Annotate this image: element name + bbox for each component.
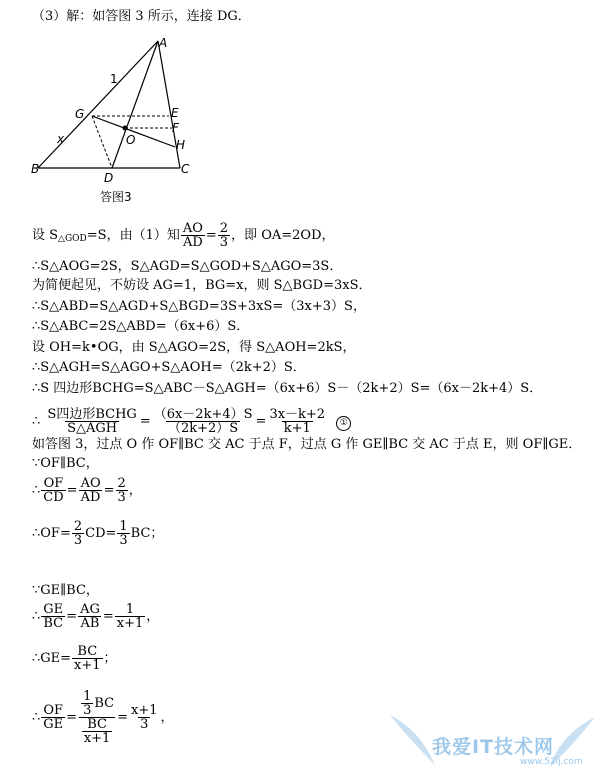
line-5: ∴S△ABC=2S△ABD=（6x+6）S． xyxy=(32,319,250,334)
line-14: ∵GE∥BC， xyxy=(32,583,99,598)
label-e: E xyxy=(171,106,179,120)
watermark-url: www.52ij.com xyxy=(520,757,583,767)
label-x: x xyxy=(57,132,65,146)
line-4: ∴S△ABD=S△AGD+S△BGD=3S+3xS=（3x+3）S， xyxy=(32,299,366,314)
label-h: H xyxy=(176,138,186,152)
line-11: ∵OF∥BC， xyxy=(32,456,99,471)
line-2: ∴S△AOG=2S，S△AGD=S△GOD+S△AGO=3S． xyxy=(32,259,343,274)
label-d: D xyxy=(104,171,114,185)
line-7: ∴S△AGH=S△AGO+S△AOH=（2k+2）S． xyxy=(32,360,306,375)
line-15: ∴ $\frac{GE}{BC}$ = $\frac{AG}{AB}$ = $\frac{1}{x+1}$ ， xyxy=(32,602,160,631)
line-13: ∴OF= $\frac{2}{3}$ CD= $\frac{1}{3}$ BC； xyxy=(32,519,164,548)
line-10: 如答图 3，过点 O 作 OF∥BC 交 AC 于点 F，过点 G 作 GE∥BC 交 AC 于点 E，则 OF∥GE． xyxy=(32,437,582,452)
label-f: F xyxy=(172,121,179,135)
label-c: C xyxy=(181,162,190,176)
line-16: ∴GE= $\frac{BC}{x+1}$ ； xyxy=(32,644,117,673)
line-3: 为简便起见，不妨设 AG=1，BG=x，则 S△BGD=3xS． xyxy=(32,278,372,293)
line-1: 设 $S_{\triangle GOD}=S$，由（1）知 $\frac{AO}{AD}$ = $\frac{2}{3}$ ，即 OA=2OD， xyxy=(32,221,335,250)
label-g: G xyxy=(75,107,85,121)
line-8: ∴S 四边形BCHG=S△ABC－S△AGH=（6x+6）S－（2k+2）S=（6x－2k+4）S． xyxy=(32,381,543,396)
line-6: 设 OH=k•OG，由 S△AGO=2S，得 S△AOH=2kS， xyxy=(32,340,356,355)
label-one: 1 xyxy=(110,72,118,86)
label-o: O xyxy=(126,133,136,147)
header-line: （3）解：如答图 3 所示，连接 DG． xyxy=(32,9,251,24)
point-o xyxy=(123,126,128,131)
line-ad xyxy=(112,41,158,168)
line-12: ∴ $\frac{OF}{CD}$ = $\frac{AO}{AD}$ = $\frac{2}{3}$ ， xyxy=(32,476,142,505)
label-b: B xyxy=(31,162,40,176)
edge-ab xyxy=(38,41,158,168)
label-a: A xyxy=(159,36,168,50)
line-9: ∴ $\frac{\text{S四边形BCHG}}{\text{S△AGH}}$ = $\frac{(6x-2k+4)S}{(2k+2)S}$ = $\frac{3x-k+2}{k+1}$ ① xyxy=(32,408,351,435)
line-17: ∴ $\frac{OF}{GE}$ = $\frac{1}{3}$ BC $\frac{BC}{x+1}$ = $\frac{x+1}{3}$ ， xyxy=(32,689,174,746)
watermark-text: 我爱IT技术网 xyxy=(432,736,555,758)
figure-caption: 答图3 xyxy=(100,190,132,204)
dashed-gd xyxy=(92,116,112,168)
